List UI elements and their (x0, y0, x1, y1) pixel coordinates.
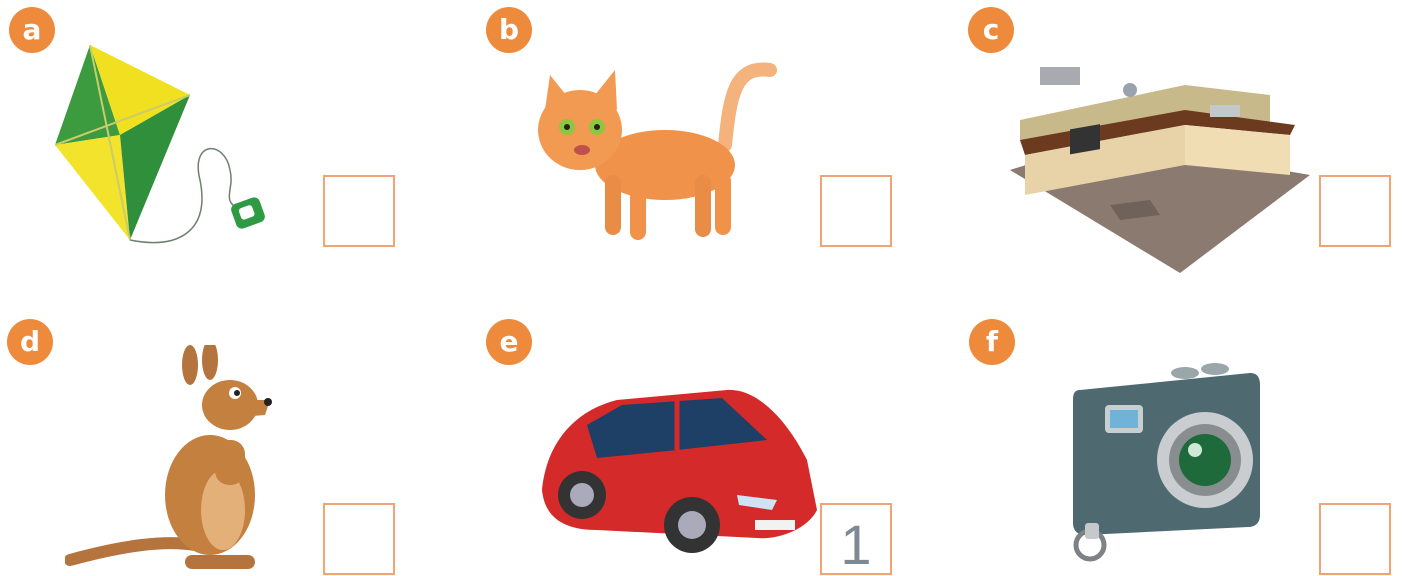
kangaroo-icon (65, 345, 275, 573)
item-f-answer-box[interactable] (1319, 503, 1391, 575)
item-a-letter-badge: a (9, 7, 55, 53)
kite-icon (50, 40, 290, 250)
item-b-letter-badge: b (486, 7, 532, 53)
item-d-letter-badge: d (7, 319, 53, 365)
item-b-answer-box[interactable] (820, 175, 892, 247)
car-icon (527, 380, 827, 570)
cat-icon (525, 55, 785, 250)
item-c-letter-badge: c (968, 7, 1014, 53)
camera-icon (1065, 355, 1265, 570)
item-e-answer-box[interactable]: 1 (820, 503, 892, 575)
item-c-answer-box[interactable] (1319, 175, 1391, 247)
item-e-letter-badge: e (486, 319, 532, 365)
kitchen-icon (1010, 55, 1310, 275)
item-a-answer-box[interactable] (323, 175, 395, 247)
item-d-answer-box[interactable] (323, 503, 395, 575)
item-f-letter-badge: f (969, 319, 1015, 365)
